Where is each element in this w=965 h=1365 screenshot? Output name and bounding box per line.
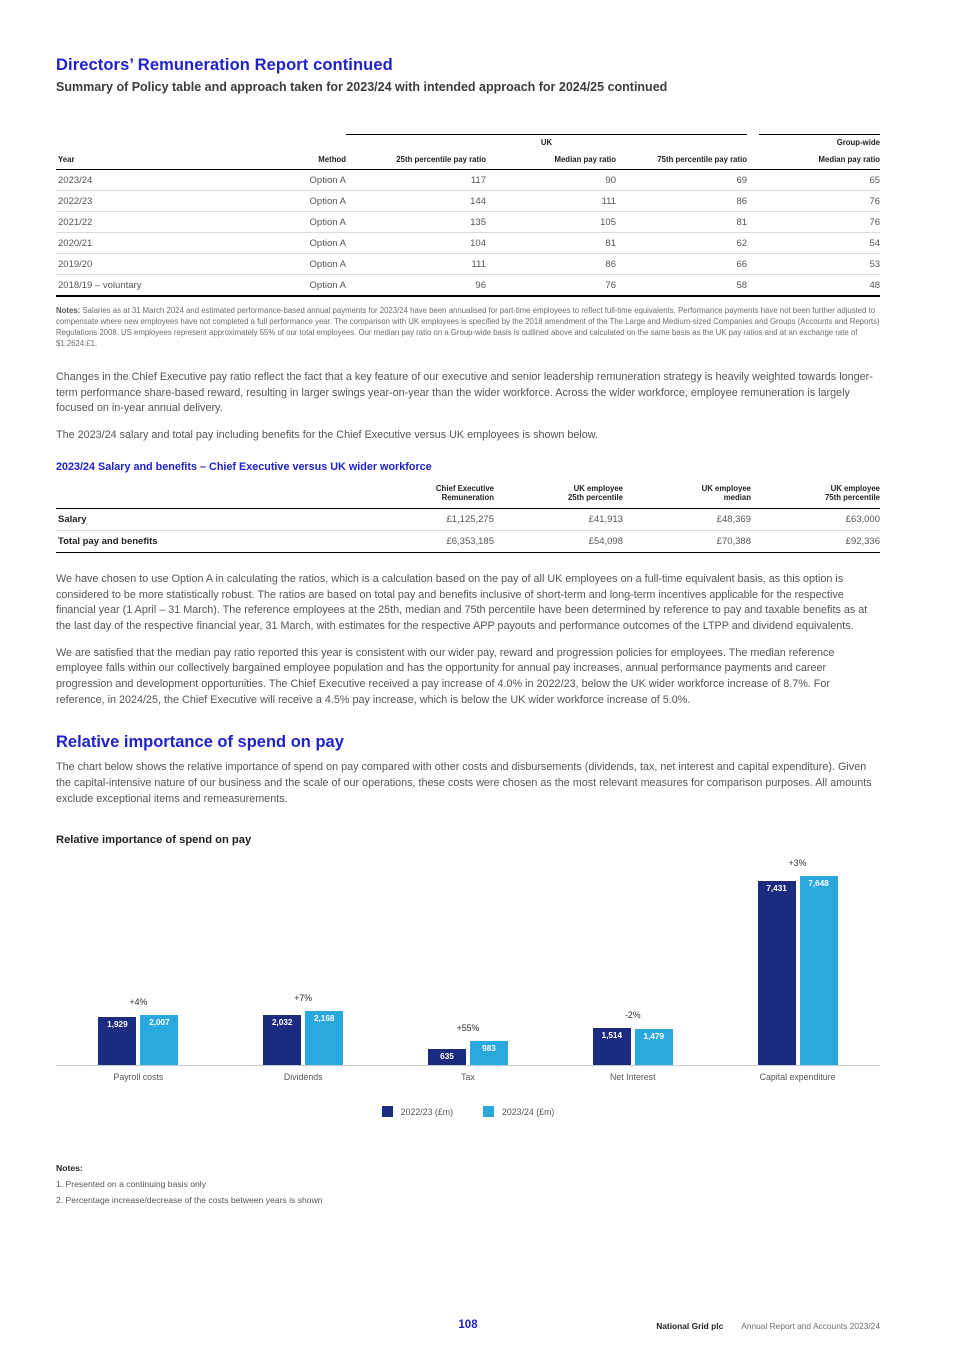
cell-median: 81	[486, 233, 616, 254]
bar-value-label: 2,032	[271, 1017, 293, 1027]
legend-swatch	[382, 1106, 393, 1117]
bar-2023-24	[800, 876, 838, 1065]
cell-method: Option A	[246, 254, 346, 275]
table-row	[56, 233, 880, 254]
salary-table-heading: 2023/24 Salary and benefits – Chief Executive versus UK wider workforce	[56, 460, 432, 473]
page-title	[56, 56, 880, 75]
cell-group-median: 76	[747, 191, 880, 212]
paragraph-option-a: We have chosen to use Option A in calculating the ratios, which is a calculation based on the pay of all UK employees on a full-time equivalent basis, as this option is considered to be more statistically robust. The ratios are based on total pay and benefits inclusive of short-term and long-term incentives applicable for the respective financial year (1 April – 31 March). The reference employees at the 25th, median and 75th percentile have been determined by reference to pay and taxable benefits as at the last day of the respective financial year, 31 March, with estimates for the respective APP payouts and performance outcomes of the LTPP and dividend equivalents.	[56, 573, 868, 633]
page-footer	[56, 1319, 880, 1335]
cell-row-label: Salary	[56, 509, 366, 531]
salary-table-body	[56, 509, 880, 553]
header-line: UK employee	[701, 483, 751, 493]
change-percent-label: -2%	[624, 1009, 641, 1020]
cell-ce: £1,125,275	[366, 509, 494, 531]
cell-method: Option A	[246, 275, 346, 297]
group-wide-group-header: Group-wide	[759, 134, 880, 153]
cell-p25: £54,098	[494, 531, 623, 553]
paragraph-median-consistent: We are satisfied that the median pay ratio reported this year is consistent with our wider pay, reward and progression policies for employees. The median reference employee falls within our collectively bargained employee population and has the opportunity for annual pay increases, annual performance payments and career progression and development opportunities. The Chief Executive received a pay increase of 4.0% in 2022/23, below the UK wider workforce increase of 8.7%. For reference, in 2024/25, the Chief Executive will receive a 4.5% pay increase, which is below the UK wider workforce increase of 5.0%.	[56, 646, 835, 706]
cell-group-median: 54	[747, 233, 880, 254]
header-line: Remuneration	[441, 493, 494, 503]
chart-notes	[56, 1163, 880, 1205]
bar-value-label: 983	[482, 1043, 496, 1053]
legend-item	[382, 1106, 453, 1117]
cell-p75: £63,000	[751, 509, 880, 531]
chart-note-item: 2. Percentage increase/decrease of the costs between years is shown	[56, 1195, 323, 1206]
bar-group	[56, 997, 221, 1065]
cell-p25: 111	[346, 254, 486, 275]
footer-report-title: Annual Report and Accounts 2023/24	[741, 1321, 880, 1331]
bar-2023-24	[635, 1029, 673, 1066]
table-row	[56, 170, 880, 191]
table-row	[56, 191, 880, 212]
cell-median: £48,369	[623, 509, 751, 531]
category-label: Tax	[461, 1072, 475, 1083]
header-line: median	[723, 493, 751, 503]
bar-2022-23	[263, 1015, 301, 1065]
bar-value-label: 7,648	[808, 878, 829, 888]
page-subtitle-continued: continued	[604, 80, 668, 94]
cell-p25: 96	[346, 275, 486, 297]
salary-benefits-table	[56, 482, 880, 553]
bar-value-label: 2,168	[313, 1014, 335, 1024]
col-25th-percentile: 25th percentile pay ratio	[346, 153, 486, 170]
bar-2022-23	[428, 1049, 466, 1065]
category-label: Net Interest	[610, 1072, 656, 1083]
header-line: UK employee	[573, 483, 623, 493]
cell-median: 105	[486, 212, 616, 233]
header-line: UK employee	[830, 483, 880, 493]
col-group-median: Median pay ratio	[747, 153, 880, 170]
change-percent-label: +3%	[788, 857, 807, 868]
category-label: Capital expenditure	[759, 1072, 836, 1083]
section-heading-spend-on-pay: Relative importance of spend on pay	[56, 733, 344, 752]
bar-group	[715, 858, 880, 1065]
cell-p25: 135	[346, 212, 486, 233]
header-line: Chief Executive	[435, 483, 494, 493]
category-label: Payroll costs	[113, 1072, 164, 1083]
cell-p25: 117	[346, 170, 486, 191]
bar-pair	[758, 876, 838, 1065]
col-year: Year	[56, 153, 246, 170]
col-chief-executive	[366, 482, 494, 509]
uk-group-header: UK	[346, 134, 747, 153]
category-label: Dividends	[283, 1072, 323, 1083]
bar-pair	[428, 1041, 508, 1065]
cell-group-median: 65	[747, 170, 880, 191]
spend-on-pay-chart	[56, 858, 880, 1117]
footer-company: National Grid plc	[656, 1321, 724, 1331]
cell-p75: 86	[616, 191, 747, 212]
notes-text: Salaries as at 31 March 2024 and estimated performance-based annual payments for 2023/24 have been annualised for part-time employees to reflect full-time equivalents. Performance payments have not been further adjusted to compensate where new employees have not completed a full performance year. The comparison with UK employees is specified by the 2018 amendment of the The Large and Medium-sized Companies and Groups (Accounts and Reports) Regulations 2008. US employees represent approximately 55% of our total employees. Our median pay ratio on a Group-wide basis is outlined above and calculated on the same basis as the UK pay ratios and at an exchange rate of $1.2624:£1.	[56, 306, 880, 349]
bar-group	[550, 1010, 715, 1066]
cell-group-median: 48	[747, 275, 880, 297]
group-header-row	[56, 134, 880, 153]
paragraph-pay-ratio-changes: Changes in the Chief Executive pay ratio reflect the fact that a key feature of our executive and senior leadership remuneration strategy is heavily weighted towards longer-term performance share-based reward, resulting in larger swings year-on-year than the wider workforce. Across the wider workforce, employee remuneration is largely focused on in-year annual delivery.	[56, 371, 873, 415]
change-percent-label: +55%	[456, 1022, 480, 1033]
col-uk-75th	[751, 482, 880, 509]
table-row	[56, 531, 880, 553]
table-row	[56, 212, 880, 233]
legend-item	[483, 1106, 554, 1117]
cell-median: 76	[486, 275, 616, 297]
cell-p75: 58	[616, 275, 747, 297]
table-row	[56, 509, 880, 531]
legend-label: 2023/24 (£m)	[502, 1106, 555, 1117]
notes-label: Notes:	[56, 306, 81, 316]
page-number: 108	[458, 1319, 478, 1331]
cell-median: 111	[486, 191, 616, 212]
bar-value-label: 635	[440, 1052, 454, 1062]
bar-value-label: 1,514	[601, 1030, 623, 1040]
cell-median: £70,388	[623, 531, 751, 553]
chart-plot	[56, 858, 880, 1066]
bar-value-label: 2,007	[149, 1018, 170, 1028]
bar-2023-24	[140, 1015, 178, 1065]
bar-value-label: 7,431	[766, 884, 787, 894]
page-subtitle	[56, 80, 880, 94]
change-percent-label: +4%	[129, 997, 148, 1008]
cell-row-label: Total pay and benefits	[56, 531, 366, 553]
chart-title: Relative importance of spend on pay	[56, 834, 252, 847]
cell-year: 2020/21	[56, 233, 246, 254]
paragraph-spend-intro: The chart below shows the relative importance of spend on pay compared with other costs and disbursements (dividends, tax, net interest and capital expenditure). Given the capital-intensive nature of our business and the scale of our operations, these costs were chosen as the most relevant measures for comparison purposes. All amounts exclude exceptional items and remeasurements.	[56, 761, 872, 805]
bar-pair	[263, 1011, 343, 1065]
bar-2022-23	[593, 1028, 631, 1066]
cell-median: 90	[486, 170, 616, 191]
bar-value-label: 1,929	[107, 1020, 128, 1030]
cell-p25: 104	[346, 233, 486, 254]
bar-group	[221, 993, 386, 1065]
legend-swatch	[483, 1106, 494, 1117]
footer-right	[656, 1321, 880, 1331]
salary-header-row	[56, 482, 880, 509]
cell-year: 2019/20	[56, 254, 246, 275]
cell-p75: 81	[616, 212, 747, 233]
col-75th-percentile: 75th percentile pay ratio	[616, 153, 747, 170]
ratio-table-body	[56, 170, 880, 297]
chart-note-item: 1. Presented on a continuing basis only	[56, 1179, 207, 1190]
legend-label: 2022/23 (£m)	[400, 1106, 453, 1117]
cell-p25: 144	[346, 191, 486, 212]
cell-group-median: 53	[747, 254, 880, 275]
cell-median: 86	[486, 254, 616, 275]
bar-2023-24	[305, 1011, 343, 1065]
col-uk-25th	[494, 482, 623, 509]
cell-year: 2021/22	[56, 212, 246, 233]
cell-year: 2023/24	[56, 170, 246, 191]
ratio-table-notes	[56, 306, 880, 350]
page-title-continued: continued	[308, 56, 393, 74]
page-content	[56, 0, 880, 1205]
bar-2022-23	[758, 881, 796, 1065]
cell-method: Option A	[246, 170, 346, 191]
col-median: Median pay ratio	[486, 153, 616, 170]
cell-group-median: 76	[747, 212, 880, 233]
cell-p75: 62	[616, 233, 747, 254]
cell-method: Option A	[246, 191, 346, 212]
cell-method: Option A	[246, 233, 346, 254]
cell-p25: £41,913	[494, 509, 623, 531]
header-line: 25th percentile	[567, 493, 623, 503]
pay-ratio-table	[56, 134, 880, 297]
bar-pair	[98, 1015, 178, 1065]
bar-2023-24	[470, 1041, 508, 1065]
table-row	[56, 254, 880, 275]
cell-ce: £6,353,185	[366, 531, 494, 553]
col-method: Method	[246, 153, 346, 170]
header-line: 75th percentile	[824, 493, 880, 503]
page-title-bold: Directors’ Remuneration Report	[56, 56, 309, 74]
bar-pair	[593, 1028, 673, 1066]
cell-year: 2018/19 – voluntary	[56, 275, 246, 297]
bar-group	[386, 1023, 551, 1065]
chart-categories	[56, 1072, 880, 1082]
bar-value-label: 1,479	[643, 1031, 665, 1041]
change-percent-label: +7%	[294, 993, 313, 1004]
column-header-row	[56, 153, 880, 170]
bar-2022-23	[98, 1017, 136, 1065]
table-row	[56, 275, 880, 297]
paragraph-salary-intro: The 2023/24 salary and total pay including benefits for the Chief Executive versus UK employees is shown below.	[56, 429, 598, 442]
cell-year: 2022/23	[56, 191, 246, 212]
cell-p75: 69	[616, 170, 747, 191]
cell-p75: £92,336	[751, 531, 880, 553]
cell-p75: 66	[616, 254, 747, 275]
chart-notes-label: Notes:	[56, 1163, 83, 1174]
page-subtitle-bold: Summary of Policy table and approach taken for 2023/24 with intended approach for 2024/25	[56, 80, 605, 94]
chart-legend	[56, 1106, 880, 1117]
col-uk-median	[623, 482, 751, 509]
cell-method: Option A	[246, 212, 346, 233]
